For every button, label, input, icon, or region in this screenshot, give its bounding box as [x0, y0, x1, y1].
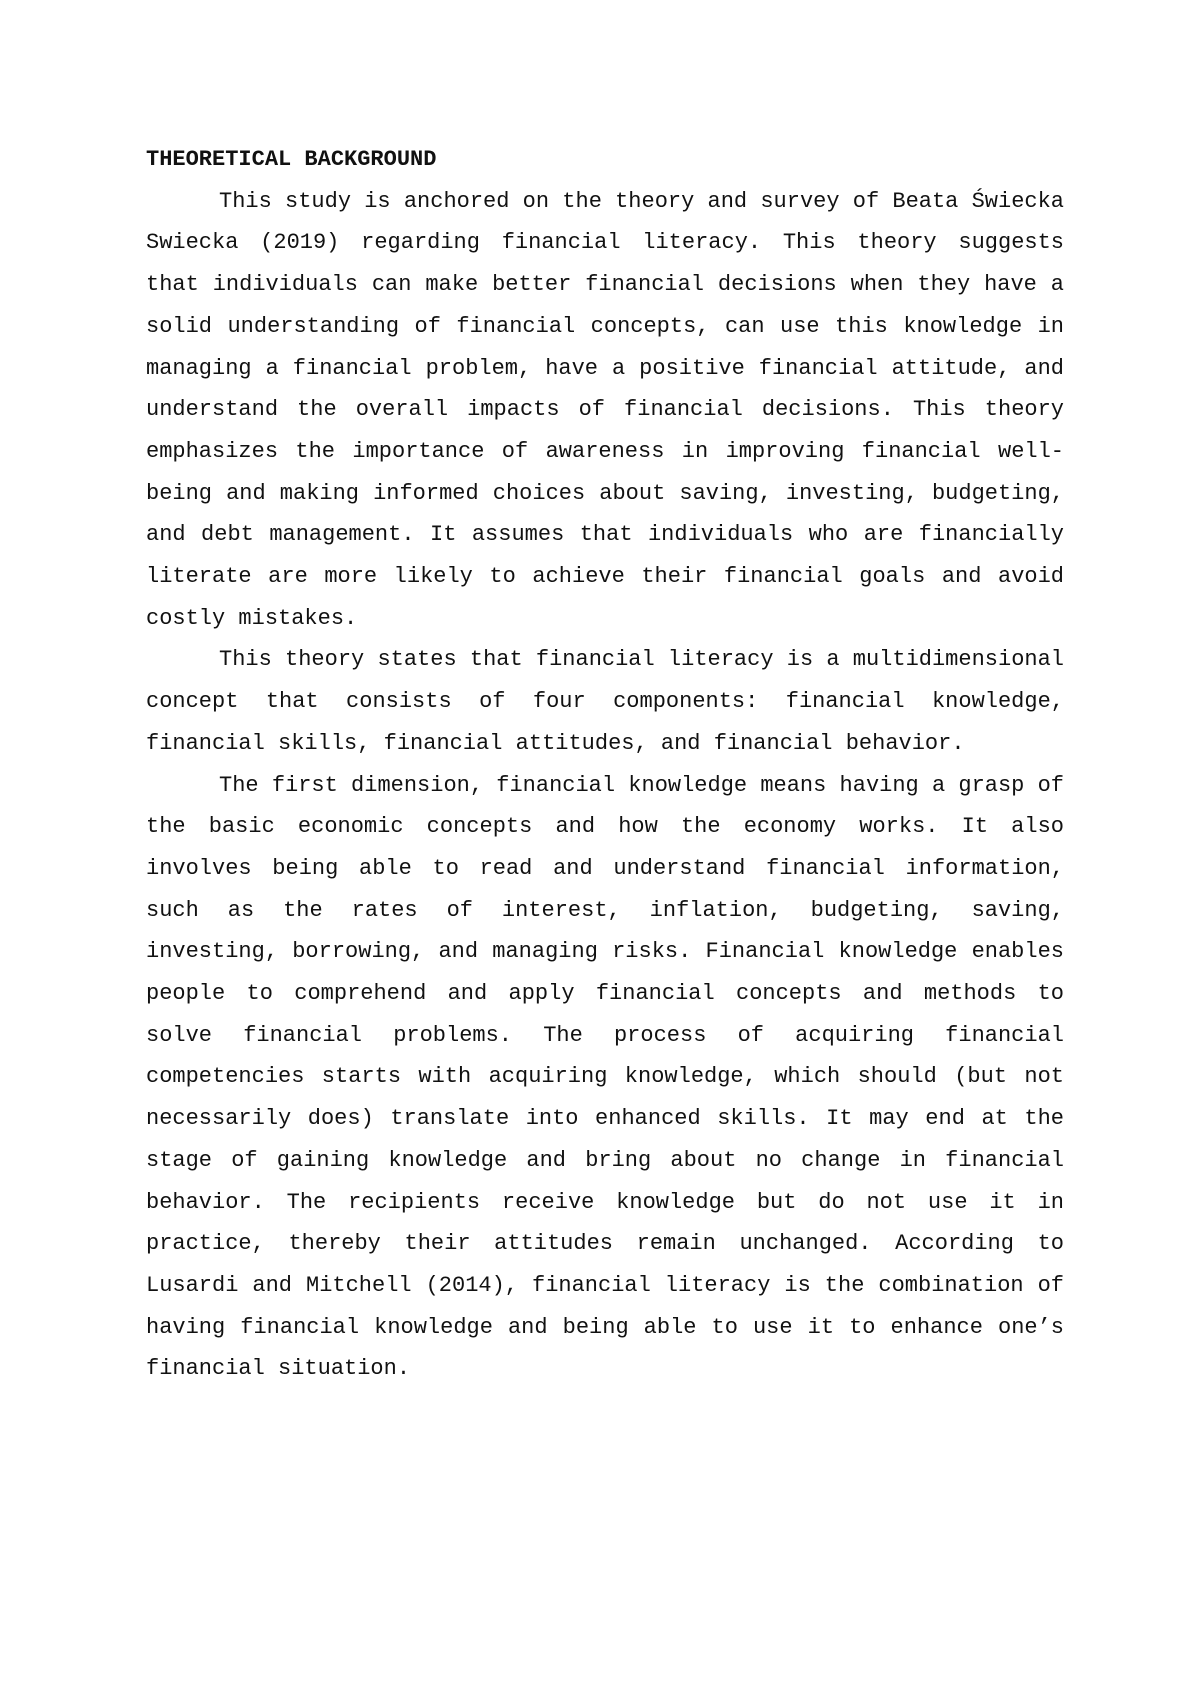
paragraph-financial-knowledge: The first dimension, financial knowledge means having a grasp of the basic economic concepts and how the economy works. It also involves being able to read and understand financial information, such as the rates of interest, inflation, budgeting, saving, investing, borrowing, and managing risks. Financial knowledge enables people to comprehend and apply financial concepts and methods to solve financial problems. The process of acquiring financial competencies starts with acquiring knowledge, which should (but not necessarily does) translate into enhanced skills. It may end at the stage of gaining knowledge and bring about no change in financial behavior. The recipients receive knowledge but do not use it in practice, thereby their attitudes remain unchanged. According to Lusardi and Mitchell (2014), financial literacy is the combination of having financial knowledge and being able to use it to enhance one’s financial situation.	[146, 772, 1064, 1382]
paragraph-components: This theory states that financial literacy is a multidimensional concept that consists of four components: financial knowledge, financial skills, financial attitudes, and financial behavior.	[146, 647, 1064, 756]
section-heading: THEORETICAL BACKGROUND	[146, 147, 437, 172]
document-body	[146, 139, 1064, 1390]
paragraph-theory-anchor: This study is anchored on the theory and survey of Beata Świecka Swiecka (2019) regarding financial literacy. This theory suggests that individuals can make better financial decisions when they have a solid understanding of financial concepts, can use this knowledge in managing a financial problem, have a positive financial attitude, and understand the overall impacts of financial decisions. This theory emphasizes the importance of awareness in improving financial well-being and making informed choices about saving, investing, budgeting, and debt management. It assumes that individuals who are financially literate are more likely to achieve their financial goals and avoid costly mistakes.	[146, 188, 1064, 631]
